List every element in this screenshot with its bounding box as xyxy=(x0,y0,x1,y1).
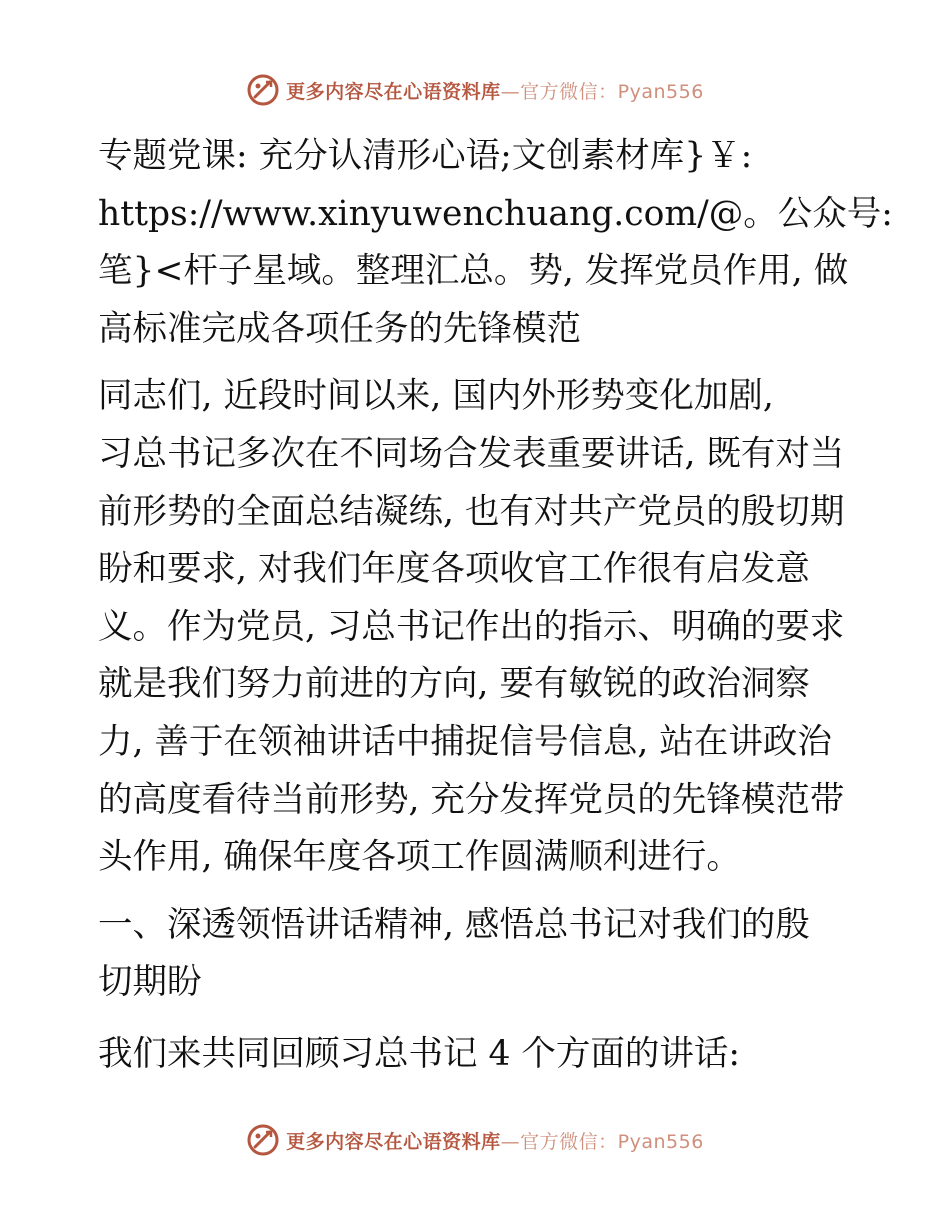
footer-watermark-prefix: 更多内容尽在心语资料库 xyxy=(286,1130,501,1153)
intro-line: 义。作为党员, 习总书记作出的指示、明确的要求 xyxy=(98,606,845,647)
document-body xyxy=(98,128,893,1084)
section-heading-1 xyxy=(98,897,858,1012)
intro-paragraph xyxy=(98,368,858,886)
brand-logo-icon xyxy=(246,1123,280,1157)
intro-line: 前形势的全面总结凝练, 也有对共产党员的殷切期 xyxy=(98,491,845,532)
header-watermark-suffix: —官方微信：Pyan556 xyxy=(500,80,704,103)
brand-logo-icon xyxy=(246,73,280,107)
intro-line: 就是我们努力前进的方向, 要有敏锐的政治洞察 xyxy=(98,664,810,705)
intro-line: 的高度看待当前形势, 充分发挥党员的先锋模范带 xyxy=(98,779,845,820)
header-watermark-prefix: 更多内容尽在心语资料库 xyxy=(286,80,501,103)
intro-line: 力, 善于在领袖讲话中捕捉信号信息, 站在讲政治 xyxy=(98,721,832,762)
intro-line: 同志们, 近段时间以来, 国内外形势变化加剧, xyxy=(98,376,774,417)
title-line: 笔}<杆子星域。整理汇总。势, 发挥党员作用, 做 xyxy=(98,251,849,292)
footer-watermark-suffix: —官方微信：Pyan556 xyxy=(500,1130,704,1153)
header-watermark-banner xyxy=(0,70,950,110)
review-line: 我们来共同回顾习总书记 4 个方面的讲话: xyxy=(98,1033,741,1074)
intro-line: 头作用, 确保年度各项工作圆满顺利进行。 xyxy=(98,837,741,878)
footer-watermark-banner xyxy=(0,1120,950,1160)
intro-line: 习总书记多次在不同场合发表重要讲话, 既有对当 xyxy=(98,433,845,474)
section-heading-line: 一、深透领悟讲话精神, 感悟总书记对我们的殷 xyxy=(98,904,810,945)
title-line: https://www.xinyuwenchuang.com/@。公众号: xyxy=(98,193,893,234)
title-line: 高标准完成各项任务的先锋模范 xyxy=(98,308,581,349)
section-heading-line: 切期盼 xyxy=(98,962,202,1003)
intro-line: 盼和要求, 对我们年度各项收官工作很有启发意 xyxy=(98,549,810,590)
title-line: 专题党课: 充分认清形心语;文创素材库}￥: xyxy=(98,136,753,176)
title-paragraph xyxy=(98,128,893,358)
header-watermark-text xyxy=(286,77,704,104)
footer-watermark-text xyxy=(286,1127,704,1154)
review-paragraph xyxy=(98,1026,858,1084)
